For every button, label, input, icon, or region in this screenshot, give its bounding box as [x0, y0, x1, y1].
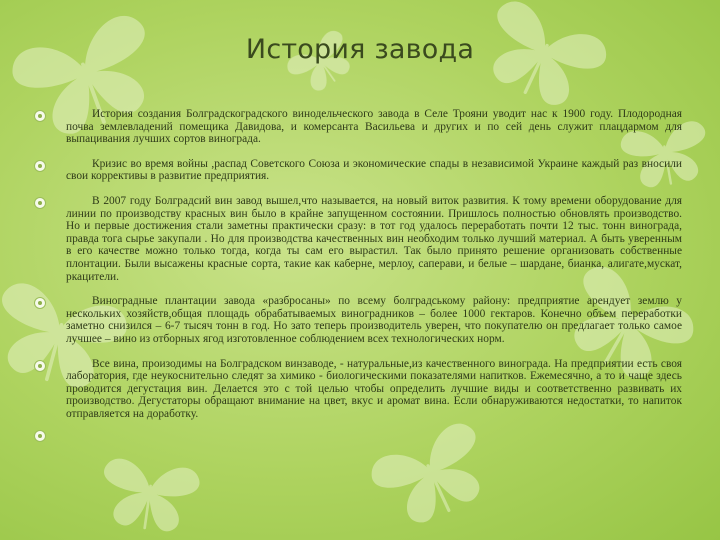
list-item — [34, 295, 682, 345]
bullet-icon — [34, 110, 46, 122]
slide-content — [34, 108, 682, 442]
bullet-icon — [34, 297, 46, 309]
list-item — [34, 358, 682, 421]
paragraph-history: История создания Болградскоградского винодельческого завода в Селе Трояни уводит нас к 1900 году. Плодородная почва землевладений помещика Давидова, и комерсанта Васильева и других и по сей день служит плацдармом для выпацивания лучших сортов винограда. — [66, 108, 682, 146]
paragraph-plantations: Виноградные плантации завода «разбросаны» по всему болградському району: предприятие арендует землю у нескольких хозяйств,общая площадь обрабатываемых виноградников – более 1000 гектаров. Конечно объем переработки заметно снизился – 6-7 тысяч тонн в год. Но зато теперь производитель уверен, что покупателю он предлагает только самое лучшее – вино из отборных ягод изготовленное соблюдением всех технологических норм. — [66, 295, 682, 345]
bullet-icon — [34, 160, 46, 172]
bullet-icon — [34, 430, 46, 442]
butterfly-icon — [97, 457, 202, 536]
list-item-empty — [34, 428, 682, 442]
slide-title: История завода — [245, 34, 475, 65]
bullet-icon — [34, 197, 46, 209]
paragraph-wines: Все вина, произодимы на Болградском винзаводе, - натуральные,из качественного винограда. На предприятии есть своя лаборатория, где неукоснительно следят за химико - биологическими показателями напитков. Ежемесячно, а то и чаще здесь проводится дегустация вин. Делается это с той целью чтобы определить лучшие виды и соответственно развивать их производство. Дегустаторы обращают внимание на цвет, вкус и аромат вина. Если обнаруживаются недостатки, то напиток отправляется на доработку. — [66, 357, 682, 420]
paragraph-crisis: Кризис во время войны ,распад Советского Союза и экономические спады в независимой Украине каждый раз вносили свои коррективы в развитие предприятия. — [66, 157, 682, 183]
paragraph-2007: В 2007 году Болградсий вин завод вышел,что называется, на новый виток развития. К тому времени оборудование для линии по производству красных вин было в крайне запущенном состоянии. Пришлось полностью обновлять производство. Но и первые достижения стали заметны практически сразу: в тот год удалось переработать почти 12 тыс. тонн винограда, правда тога сырье закупали . Но для производства качественных вин необходим только лучший материал. А быть уверенным в его качестве можно только тогда, когда ты сам его вырастил. Так было принято решение организовать собственные плонтации. Были высажены красные сорта, такие как каберне, мерлоу, саперави, и белые – шардане, бианка, алигате,мускат, ркацители. — [66, 194, 682, 283]
list-item — [34, 195, 682, 283]
list-item — [34, 108, 682, 146]
bullet-icon — [34, 360, 46, 372]
list-item — [34, 158, 682, 183]
